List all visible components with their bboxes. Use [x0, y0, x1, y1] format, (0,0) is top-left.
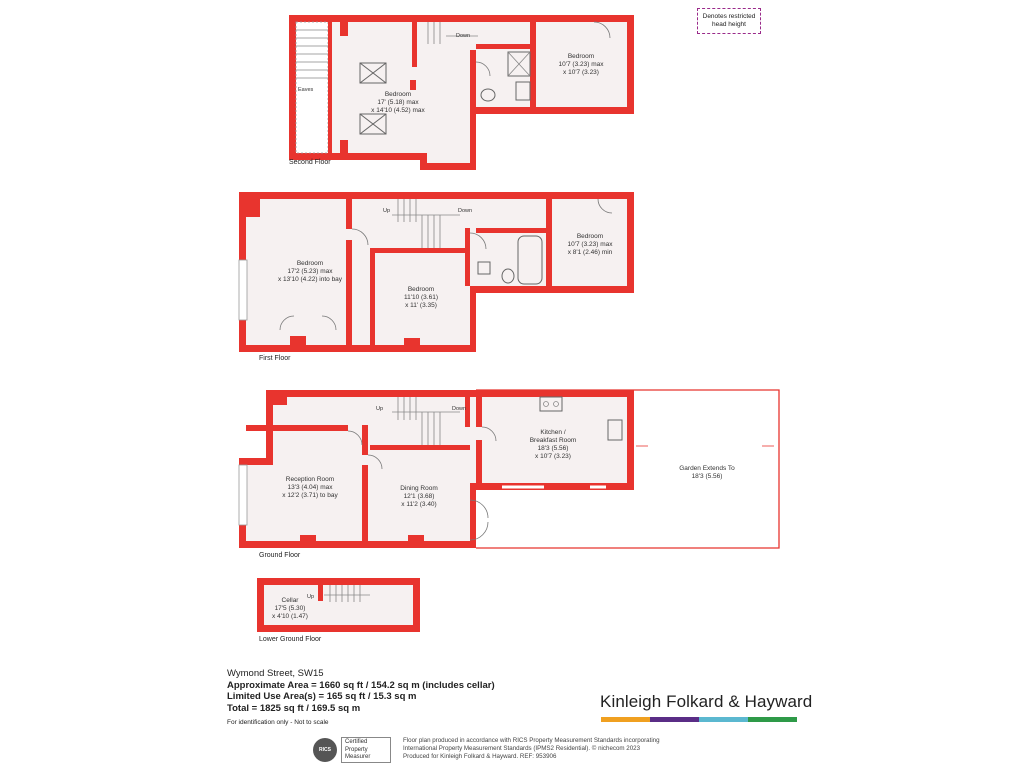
lower-ground-floor-label: Lower Ground Floor [259, 636, 322, 643]
second-bedroom2-dim2: x 10'7 (3.23) [563, 69, 599, 76]
first-stair-down-label: Down [458, 208, 473, 214]
eaves-label: Eaves [298, 87, 314, 93]
first-bedroom2-dim2: x 11' (3.35) [405, 302, 437, 309]
second-bedroom2-name: Bedroom [567, 53, 595, 60]
second-bedroom2-dim1: 10'7 (3.23) max [558, 61, 604, 68]
approximate-area: Approximate Area = 1660 sq ft / 154.2 sq m (includes cellar) [227, 679, 495, 691]
first-bedroom1-dim1: 17'2 (5.23) max [287, 268, 333, 275]
first-stair-up-label: Up [383, 208, 391, 214]
identification-note: For identification only - Not to scale [227, 719, 329, 726]
rics-logo: RICS [313, 738, 337, 762]
first-bedroom3-dim1: 10'7 (3.23) max [567, 241, 613, 248]
total-area: Total = 1825 sq ft / 169.5 sq m [227, 702, 361, 714]
reception-dim2: x 12'2 (3.71) to bay [282, 492, 338, 499]
legend-line2: head height [712, 21, 746, 28]
dining-name: Dining Room [400, 485, 438, 492]
first-bedroom3-name: Bedroom [576, 233, 604, 240]
area-info [227, 668, 495, 729]
cellar-stair-up-label: Up [307, 594, 315, 600]
second-stair-down-label: Down [456, 33, 471, 39]
dining-dim2: x 11'2 (3.40) [401, 501, 437, 508]
garden-dim1: 18'3 (5.56) [691, 473, 723, 480]
disclaimer-line1: Floor plan produced in accordance with RICS Property Measurement Standards incorporating [403, 737, 660, 744]
brand-bar-purple [650, 717, 699, 722]
rics-cert-line2: Property [345, 746, 368, 753]
disclaimer-line3: Produced for Kinleigh Folkard & Hayward. REF: 953906 [403, 753, 557, 760]
cellar-dim1: 17'5 (5.30) [274, 605, 306, 612]
first-bedroom1-dim2: x 13'10 (4.22) into bay [277, 276, 343, 283]
rics-cert-line1: Certified [345, 739, 368, 745]
dining-dim1: 12'1 (3.68) [403, 493, 435, 500]
rics-cert-line3: Measurer [345, 754, 371, 760]
kitchen-dim2: x 10'7 (3.23) [535, 453, 571, 460]
second-floor-label: Second Floor [289, 159, 331, 166]
restricted-head-height-legend [697, 8, 761, 34]
ground-stair-up-label: Up [376, 406, 384, 412]
kitchen-name1: Kitchen / [540, 429, 566, 436]
second-bedroom1-dim2: x 14'10 (4.52) max [371, 107, 425, 114]
address: Wymond Street, SW15 [227, 668, 324, 679]
first-floor-label: First Floor [259, 355, 291, 362]
second-bedroom1-dim1: 17' (5.18) max [377, 99, 419, 106]
limited-use-area: Limited Use Area(s) = 165 sq ft / 15.3 sq m [227, 691, 417, 702]
rics-badge [313, 737, 391, 763]
cellar-dim2: x 4'10 (1.47) [272, 613, 308, 620]
kitchen-name2: Breakfast Room [529, 437, 577, 444]
legend-line1: Denotes restricted [702, 13, 756, 20]
ground-stair-down-label: Down [452, 406, 467, 412]
cellar-name: Cellar [281, 597, 299, 604]
disclaimer-line2: International Property Measurement Standards (IPMS2 Residential). © nichecom 2023 [403, 745, 641, 752]
brand-name: Kinleigh Folkard & Hayward [600, 692, 813, 711]
first-bedroom2-name: Bedroom [407, 286, 435, 293]
reception-dim1: 13'3 (4.04) max [287, 484, 333, 491]
first-bedroom1-name: Bedroom [296, 260, 324, 267]
kitchen-dim1: 18'3 (5.56) [537, 445, 569, 452]
second-bedroom1-name: Bedroom [384, 91, 412, 98]
first-bedroom3-dim2: x 8'1 (2.46) min [567, 249, 613, 256]
ground-floor-label: Ground Floor [259, 552, 301, 559]
garden-name: Garden Extends To [679, 465, 735, 472]
brand-bar-orange [601, 717, 650, 722]
first-bedroom2-dim1: 11'10 (3.61) [403, 294, 439, 301]
brand-bar-green [748, 717, 797, 722]
rics-certification [341, 737, 391, 763]
reception-name: Reception Room [285, 476, 335, 483]
brand-color-bar [601, 717, 797, 722]
brand-bar-blue [699, 717, 748, 722]
disclaimer [403, 737, 723, 761]
